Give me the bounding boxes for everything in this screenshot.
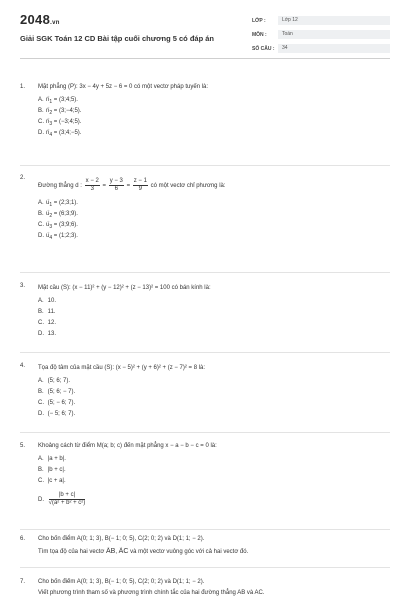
option-b[interactable]: B. (5; 6; − 7). xyxy=(38,389,76,395)
options xyxy=(38,376,388,420)
distance-fraction: $\frac{|b + c|}{\text{√(a² + b² + c²)}}$ xyxy=(48,491,86,506)
vector-symbol: → u xyxy=(46,198,49,209)
option-d[interactable]: D. $\frac{|b + c|}{\text{√(a² + b² + c²)}}$ xyxy=(38,491,86,506)
question-number: 3. xyxy=(20,283,26,289)
option-b[interactable]: $B.\to n_2$ = (3;−4;5). xyxy=(38,106,388,117)
option-d[interactable]: $D.\to u_4$ = (1;2;3). xyxy=(38,231,388,242)
question-4 xyxy=(20,362,390,424)
question-stem: Mặt cầu (S): (x − 11)² + (y − 12)² + (z − 13)² = 100 có bán kính là: xyxy=(38,285,211,291)
logo-suffix: .vn xyxy=(50,20,60,26)
vector-ac: → AC xyxy=(119,547,129,556)
question-number: 7. xyxy=(20,579,26,585)
option-a[interactable]: $A.\to n_1$ = (3;4;5). xyxy=(38,95,388,106)
question-stem: Tọa độ tâm của mặt cầu (S): (x − 5)² + (y + 6)² + (z − 7)² = 8 là: xyxy=(38,365,206,371)
meta-subject-value: Toán xyxy=(278,30,390,39)
meta-count-label: SỐ CÂU : xyxy=(252,46,275,52)
meta-subject-label: MÔN : xyxy=(252,32,267,38)
header-divider xyxy=(20,58,390,59)
question-line-1: Cho bốn điểm A(0; 1; 3), B(− 1; 0; 5), C(2; 0; 2) và D(1; 1; − 2). xyxy=(38,536,205,542)
meta-count xyxy=(252,44,390,54)
options xyxy=(38,95,388,139)
question-number: 5. xyxy=(20,443,26,449)
question-3 xyxy=(20,282,390,344)
vector-symbol: → n xyxy=(46,128,49,139)
option-a[interactable]: A. 10. xyxy=(38,298,57,304)
question-number: 4. xyxy=(20,363,26,369)
document-title: Giải SGK Toán 12 CD Bài tập cuối chương 5 có đáp án xyxy=(20,34,214,43)
option-a[interactable]: A. |a + b|. xyxy=(38,456,66,462)
question-line-2: Viết phương trình tham số và phương trình chính tắc của hai đường thẳng AB và AC. xyxy=(38,590,265,596)
meta-subject xyxy=(252,30,390,40)
question-stem: Mặt phẳng (P): 3x − 4y + 5z − 6 = 0 có một vectơ pháp tuyến là: xyxy=(38,84,209,90)
options xyxy=(38,296,388,340)
option-b[interactable]: $B.\to u_2$ = (6;3;9). xyxy=(38,209,388,220)
question-2 xyxy=(20,174,390,264)
vector-symbol: → u xyxy=(46,231,49,242)
vector-ab: → AB xyxy=(106,547,115,556)
option-c[interactable]: C. (5; − 6; 7). xyxy=(38,400,76,406)
option-c[interactable]: C. |c + a|. xyxy=(38,478,66,484)
question-number: 1. xyxy=(20,84,26,90)
question-number: 6. xyxy=(20,536,26,542)
site-logo[interactable] xyxy=(20,12,60,27)
question-7 xyxy=(20,578,390,600)
question-1 xyxy=(20,83,390,155)
question-line-1: Cho bốn điểm A(0; 1; 3), B(− 1; 0; 5), C(2; 0; 2) và D(1; 1; − 2). xyxy=(38,579,205,585)
options xyxy=(38,454,388,513)
fraction-y: $\frac{y - 3}{6}$ xyxy=(109,178,123,192)
question-divider xyxy=(20,165,390,166)
option-c[interactable]: $C.\to u_3$ = (3;9;6). xyxy=(38,220,388,231)
question-stem: Đường thẳng d : $\frac{x - 2}{3}$ = $\frac{y - 3}{6}$ = $\frac{z - 1}{9}$ có một vectơ chỉ phương là: xyxy=(38,178,226,192)
question-divider xyxy=(20,352,390,353)
question-number: 2. xyxy=(20,175,26,181)
question-6 xyxy=(20,535,390,559)
option-b[interactable]: B. 11. xyxy=(38,309,56,315)
vector-symbol: → u xyxy=(46,220,49,231)
options xyxy=(38,198,388,242)
option-d[interactable]: $D.\to n_4$ = (3;4;−5). xyxy=(38,128,388,139)
option-d[interactable]: D. (− 5; 6; 7). xyxy=(38,411,76,417)
option-d[interactable]: D. 13. xyxy=(38,331,57,337)
option-a[interactable]: A. (5; 6; 7). xyxy=(38,378,71,384)
question-divider xyxy=(20,567,390,568)
question-line-2: Tìm tọa độ của hai vectơ → AB, → AC và một vectơ vuông góc với cả hai vectơ đó. xyxy=(38,547,388,557)
question-stem: Khoảng cách từ điểm M(a; b; c) đến mặt phẳng x − a − b − c = 0 là: xyxy=(38,443,217,449)
meta-class-label: LỚP : xyxy=(252,18,266,24)
question-divider xyxy=(20,432,390,433)
meta-count-value: 34 xyxy=(278,44,390,53)
vector-symbol: → n xyxy=(46,106,49,117)
meta-class xyxy=(252,16,390,26)
option-c[interactable]: C. 12. xyxy=(38,320,57,326)
fraction-z: $\frac{z - 1}{9}$ xyxy=(133,178,147,192)
page-header xyxy=(0,0,400,64)
option-c[interactable]: $C.\to n_3$ = (−3;4;5). xyxy=(38,117,388,128)
meta-class-value: Lớp 12 xyxy=(278,16,390,25)
question-divider xyxy=(20,272,390,273)
question-5 xyxy=(20,442,390,522)
option-b[interactable]: B. |b + c|. xyxy=(38,467,66,473)
vector-symbol: → u xyxy=(46,209,49,220)
logo-text: 2048 xyxy=(20,12,51,27)
option-a[interactable]: $A.\to u_1$ = (2;3;1). xyxy=(38,198,388,209)
vector-symbol: → n xyxy=(46,117,49,128)
fraction-x: $\frac{x - 2}{3}$ xyxy=(85,178,99,192)
question-divider xyxy=(20,529,390,530)
vector-symbol: → n xyxy=(46,95,49,106)
